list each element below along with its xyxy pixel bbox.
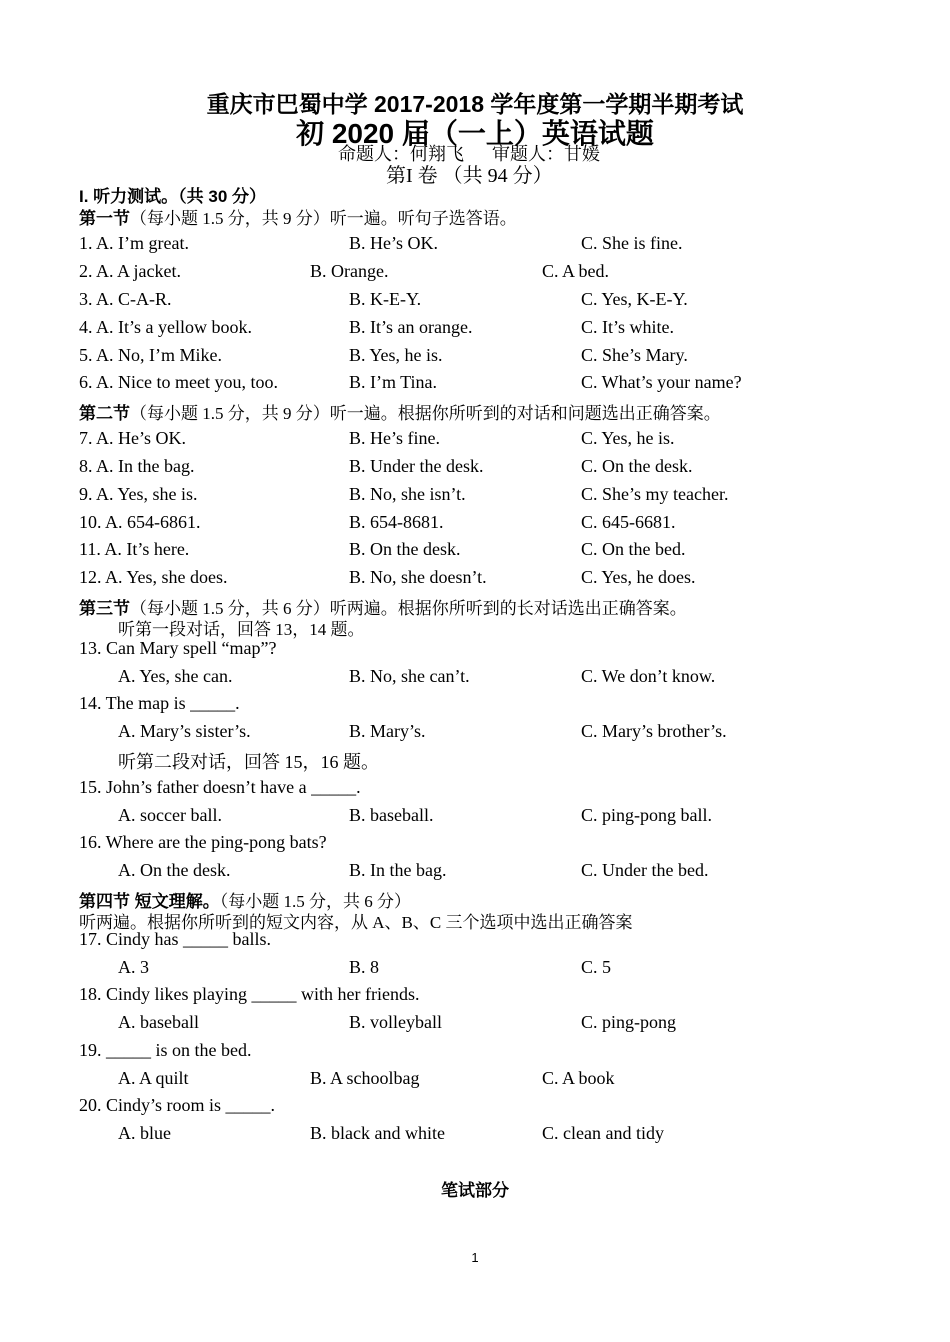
question-4: 4. A. It’s a yellow book. [79,317,252,337]
question-12: 12. A. Yes, she does. [79,567,228,587]
option-a: A. blue [118,1123,171,1143]
option-b: B. K-E-Y. [349,289,422,309]
question-8: 8. A. In the bag. [79,456,195,476]
dialog-instruction: 听第一段对话，回答 13，14 题。 [118,620,365,639]
option-b: B. On the desk. [349,539,461,559]
exam-subtitle: 初 2020 届（一上）英语试题 [296,118,654,149]
question-19: 19. _____ is on the bed. [79,1040,252,1060]
option-c: C. Yes, he is. [581,428,675,448]
option-c: C. On the desk. [581,456,693,476]
option-b: B. Under the desk. [349,456,484,476]
option-a: A. On the desk. [118,860,231,880]
option-a: A. Yes, she can. [118,666,233,686]
option-c: C. It’s white. [581,317,674,337]
section-title: 第四节 短文理解。 [79,892,220,911]
option-b: B. No, she isn’t. [349,484,466,504]
question-10: 10. A. 654-6861. [79,512,201,532]
option-c: C. She’s my teacher. [581,484,729,504]
section-instruction: （每小题 1.5 分，共 6 分）听两遍。根据你所听到的长对话选出正确答案。 [130,599,687,618]
option-b: B. 654-8681. [349,512,444,532]
option-c: C. Yes, he does. [581,567,696,587]
question-9: 9. A. Yes, she is. [79,484,198,504]
question-20: 20. Cindy’s room is _____. [79,1095,276,1115]
option-a: A. A quilt [118,1068,189,1088]
option-b: B. In the bag. [349,860,447,880]
question-17: 17. Cindy has _____ balls. [79,929,271,949]
option-a: A. Mary’s sister’s. [118,721,251,741]
option-c: C. A book [542,1068,615,1088]
option-c: C. ping-pong [581,1012,677,1032]
option-b: B. A schoolbag [310,1068,420,1088]
option-c: C. Mary’s brother’s. [581,721,727,741]
section-instruction: （每小题 1.5 分，共 6 分） [219,892,411,911]
part-heading: I. 听力测试。（共 30 分） [79,187,267,206]
reviewer: 审题人：甘媛 [492,144,600,164]
section-instruction: （每小题 1.5 分，共 9 分）听一遍。听句子选答语。 [130,209,517,228]
option-b: B. He’s OK. [349,233,438,253]
question-5: 5. A. No, I’m Mike. [79,345,222,365]
section-title: 第三节 [79,599,130,618]
option-b: B. I’m Tina. [349,372,438,392]
option-b: B. No, she can’t. [349,666,470,686]
option-c: C. On the bed. [581,539,686,559]
question-13: 13. Can Mary spell “map”? [79,638,277,658]
option-b: B. baseball. [349,805,434,825]
option-c: C. Under the bed. [581,860,709,880]
section-heading [79,399,721,424]
option-c: C. What’s your name? [581,372,742,392]
question-16: 16. Where are the ping-pong bats? [79,832,327,852]
option-b: B. volleyball [349,1012,442,1032]
author: 命题人：何翔飞 [338,144,464,164]
written-part-heading: 笔试部分 [441,1181,509,1200]
option-c: C. 645-6681. [581,512,676,532]
option-b: B. It’s an orange. [349,317,473,337]
option-b: B. No, she doesn’t. [349,567,487,587]
option-a: A. 3 [118,957,149,977]
option-c: C. She is fine. [581,233,683,253]
option-c: C. clean and tidy [542,1123,664,1143]
option-c: C. ping-pong ball. [581,805,712,825]
dialog-instruction: 听第二段对话，回答 15，16 题。 [118,752,379,772]
option-c: C. A bed. [542,261,610,281]
option-b: B. 8 [349,957,380,977]
section-title: 第一节 [79,209,130,228]
question-3: 3. A. C-A-R. [79,289,172,309]
option-c: C. She’s Mary. [581,345,688,365]
question-6: 6. A. Nice to meet you, too. [79,372,278,392]
section-instruction: （每小题 1.5 分，共 9 分）听一遍。根据你所听到的对话和问题选出正确答案。 [130,404,721,423]
section-heading [79,204,517,229]
section-instruction-2: 听两遍。根据你所听到的短文内容，从 A、B、C 三个选项中选出正确答案 [79,913,633,932]
question-11: 11. A. It’s here. [79,539,190,559]
option-c: C. Yes, K-E-Y. [581,289,688,309]
exam-title: 重庆市巴蜀中学 2017-2018 学年度第一学期半期考试 [206,91,744,117]
page-number: 1 [471,1250,479,1265]
option-b: B. black and white [310,1123,445,1143]
option-a: A. baseball [118,1012,199,1032]
volume-label: 第I 卷 （共 94 分） [386,165,553,187]
option-b: B. Mary’s. [349,721,426,741]
question-2: 2. A. A jacket. [79,261,181,281]
question-14: 14. The map is _____. [79,693,240,713]
question-1: 1. A. I’m great. [79,233,189,253]
option-a: A. soccer ball. [118,805,222,825]
option-b: B. He’s fine. [349,428,440,448]
question-15: 15. John’s father doesn’t have a _____. [79,777,361,797]
section-title: 第二节 [79,404,130,423]
option-b: B. Yes, he is. [349,345,443,365]
option-b: B. Orange. [310,261,389,281]
option-c: C. We don’t know. [581,666,716,686]
question-18: 18. Cindy likes playing _____ with her friends. [79,984,420,1004]
question-7: 7. A. He’s OK. [79,428,186,448]
option-c: C. 5 [581,957,612,977]
